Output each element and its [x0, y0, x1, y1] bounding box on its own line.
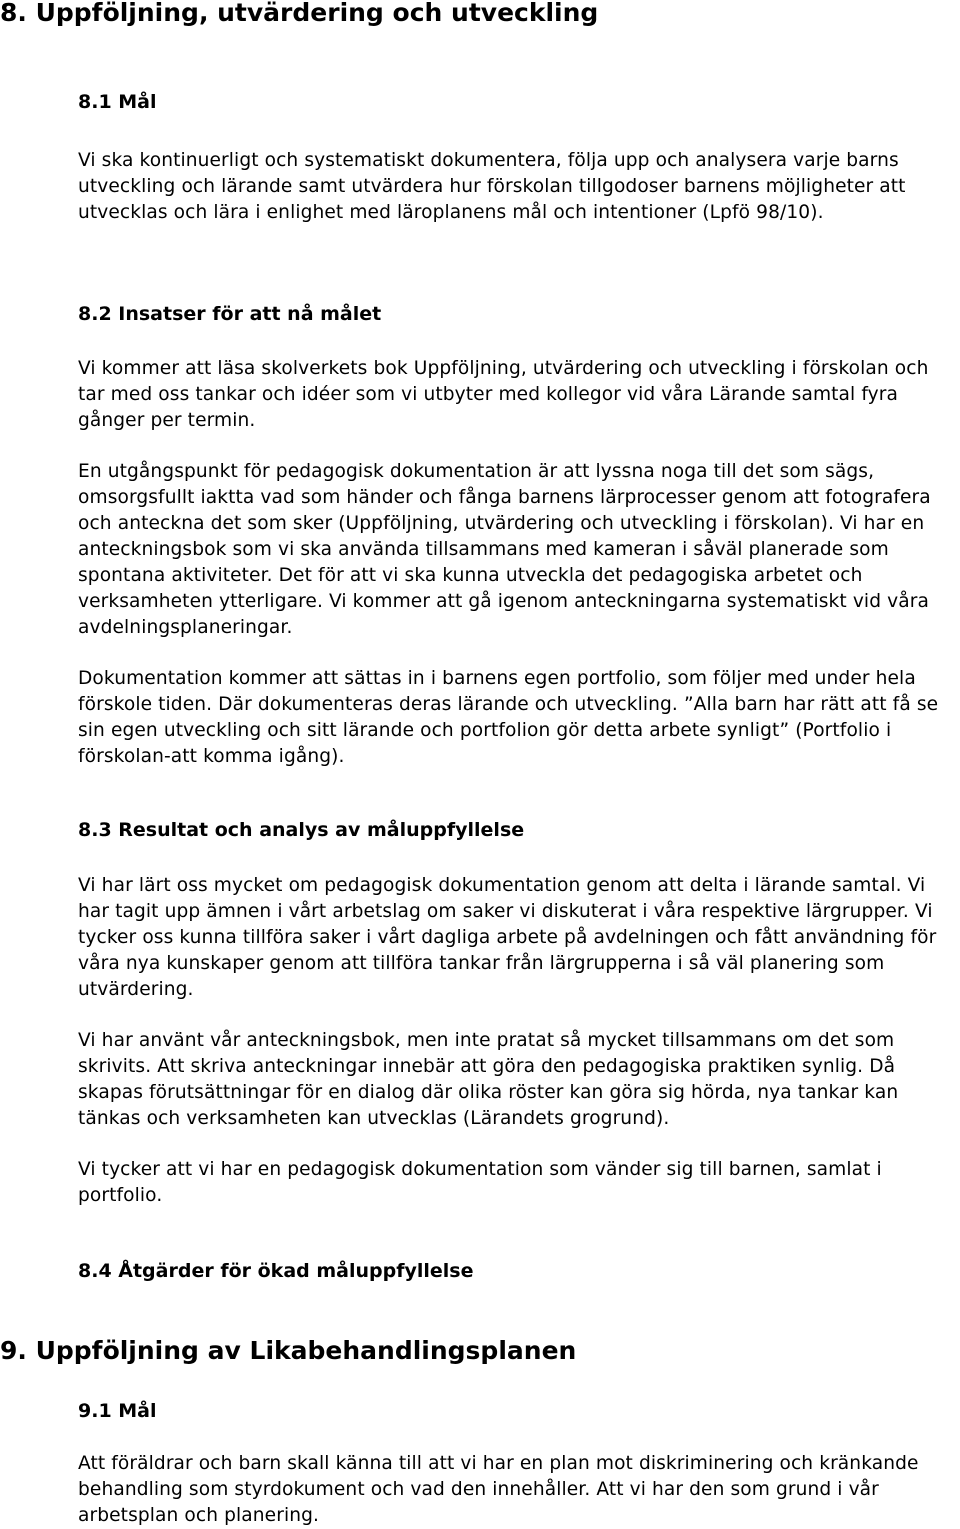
paragraph-8-3-c: Vi tycker att vi har en pedagogisk dokumentation som vänder sig till barnen, samlat i portfolio. — [78, 1159, 882, 1206]
section-9-title: 9. Uppföljning av Likabehandlingsplanen — [0, 1336, 577, 1365]
paragraph-8-1-a: Vi ska kontinuerligt och systematiskt dokumentera, följa upp och analysera varje barns utveckling och lärande samt utvärdera hur förskolan tillgodoser barnens möjligheter att utvecklas och lära i enlighet med läroplanens mål och intentioner (Lpfö 98/10). — [78, 150, 906, 223]
heading-8-1: 8.1 Mål — [78, 91, 157, 113]
heading-8-4: 8.4 Åtgärder för ökad måluppfyllelse — [78, 1260, 474, 1282]
paragraph-8-2-b: En utgångspunkt för pedagogisk dokumentation är att lyssna noga till det som sägs, omsorgsfullt iaktta vad som händer och fånga barnens lärprocesser genom att fotografera och anteckna det som sker (Uppföljning, utvärdering och utveckling i förskolan). Vi har en anteckningsbok som vi ska använda tillsammans med kameran i såväl planerade som spontana aktiviteter. Det för att vi ska kunna utveckla det pedagogiska arbetet och verksamheten ytterligare. Vi kommer att gå igenom anteckningarna systematiskt vid våra avdelningsplaneringar. — [78, 461, 931, 638]
heading-8-2: 8.2 Insatser för att nå målet — [78, 303, 382, 325]
paragraph-8-3-a: Vi har lärt oss mycket om pedagogisk dokumentation genom att delta i lärande samtal. Vi har tagit upp ämnen i vårt arbetslag om saker vi diskuterat i våra respektive lärgrupper. Vi tycker oss kunna tillföra saker i vårt dagliga arbete på avdelningen och fått användning för våra nya kunskaper genom att tillföra tankar från lärgrupperna i så väl planering som utvärdering. — [78, 875, 937, 1000]
paragraph-8-2-c: Dokumentation kommer att sättas in i barnens egen portfolio, som följer med under hela förskole tiden. Där dokumenteras deras lärande och utveckling. ”Alla barn har rätt att få se sin egen utveckling och sitt lärande och portfolion gör detta arbete synligt” (Portfolio i förskolan-att komma igång). — [78, 668, 939, 767]
paragraph-9-1-a: Att föräldrar och barn skall känna till att vi har en plan mot diskriminering och kränkande behandling som styrdokument och vad den innehåller. Att vi har den som grund i vår arbetsplan och planering. — [78, 1453, 919, 1526]
heading-9-1: 9.1 Mål — [78, 1400, 157, 1422]
paragraph-8-3-b: Vi har använt vår anteckningsbok, men inte pratat så mycket tillsammans om det som skrivits. Att skriva anteckningar innebär att göra den pedagogiska praktiken synlig. Då skapas förutsättningar för en dialog där olika röster kan göra sig hörda, nya tankar kan tänkas och verksamheten kan utvecklas (Lärandets grogrund). — [78, 1030, 899, 1129]
paragraph-8-2-a: Vi kommer att läsa skolverkets bok Uppföljning, utvärdering och utveckling i förskolan och tar med oss tankar och idéer som vi utbyter med kollegor vid våra Lärande samtal fyra gånger per termin. — [78, 358, 929, 431]
heading-8-3: 8.3 Resultat och analys av måluppfyllelse — [78, 819, 525, 841]
section-8-title: 8. Uppföljning, utvärdering och utveckling — [0, 0, 599, 27]
